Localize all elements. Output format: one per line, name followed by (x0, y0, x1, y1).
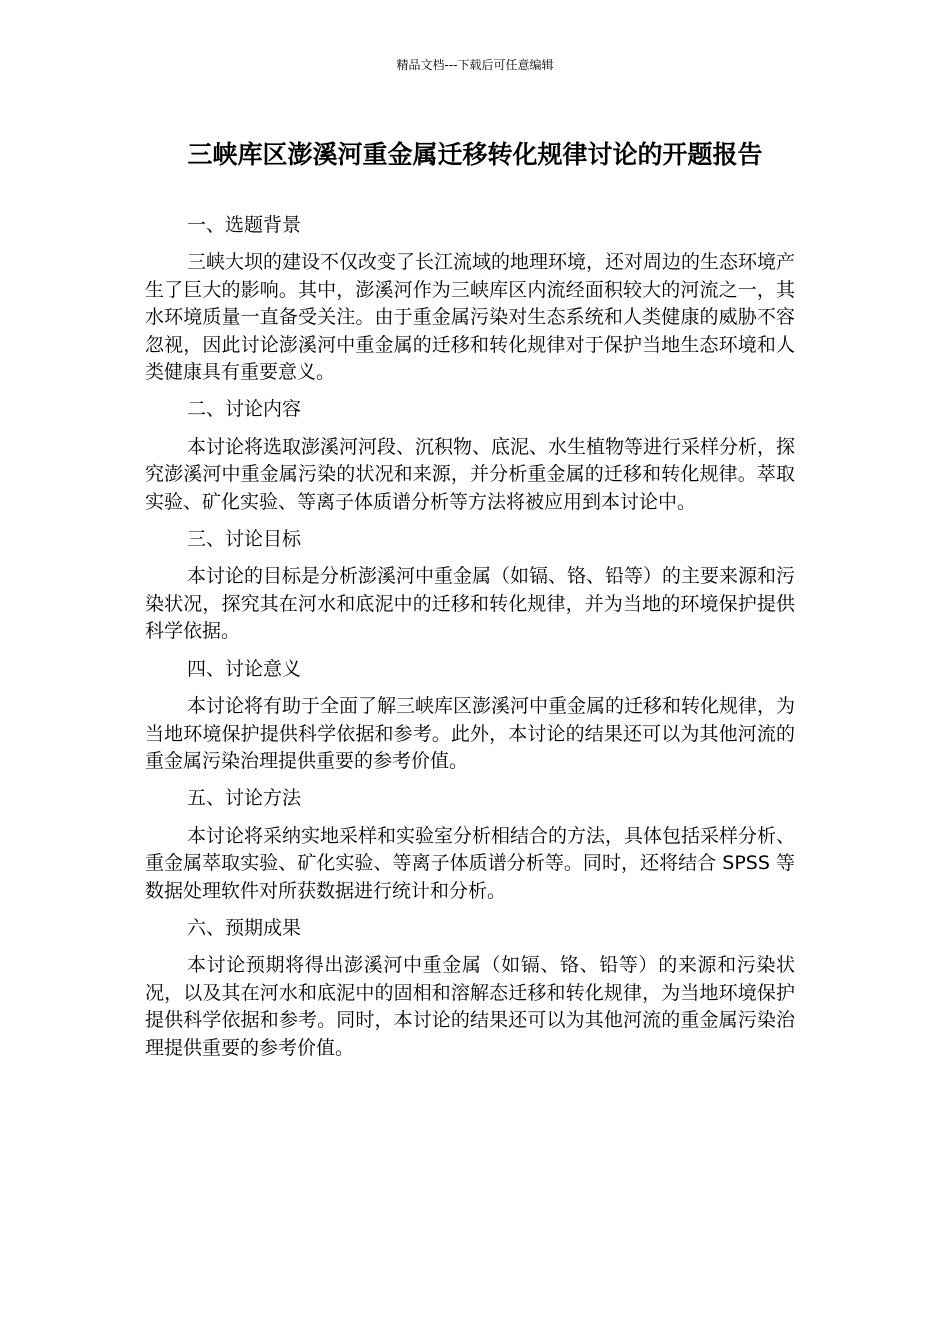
section-heading: 六、预期成果 (187, 916, 302, 939)
section-heading: 二、讨论内容 (187, 398, 302, 421)
section-expected-results (145, 915, 795, 1062)
section-paragraph: 三峡大坝的建设不仅改变了长江流域的地理环境，还对周边的生态环境产生了巨大的影响。其中，澎溪河作为三峡库区内流经面积较大的河流之一，其水环境质量一直备受关注。由于重金属污染对生态系统和人类健康的威胁不容忽视，因此讨论澎溪河中重金属的迁移和转化规律对于保护当地生态环境和人类健康具有重要意义。 (145, 251, 796, 384)
section-background (145, 212, 795, 386)
document-body (145, 212, 795, 1072)
section-significance (145, 656, 795, 776)
section-content (145, 396, 795, 516)
section-methods (145, 785, 795, 905)
section-paragraph: 本讨论将选取澎溪河河段、沉积物、底泥、水生植物等进行采样分析，探究澎溪河中重金属污染的状况和来源，并分析重金属的迁移和转化规律。萃取实验、矿化实验、等离子体质谱分析等方法将被应用到本讨论中。 (145, 435, 796, 513)
section-paragraph: 本讨论将采纳实地采样和实验室分析相结合的方法，具体包括采样分析、重金属萃取实验、矿化实验、等离子体质谱分析等。同时，还将结合 SPSS 等数据处理软件对所获数据进行统计和分析。 (145, 824, 796, 902)
section-paragraph: 本讨论的目标是分析澎溪河中重金属（如镉、铬、铅等）的主要来源和污染状况，探究其在河水和底泥中的迁移和转化规律，并为当地的环境保护提供科学依据。 (145, 565, 796, 643)
section-goals (145, 526, 795, 646)
section-heading: 五、讨论方法 (187, 787, 302, 810)
section-paragraph: 本讨论将有助于全面了解三峡库区澎溪河中重金属的迁移和转化规律，为当地环境保护提供科学依据和参考。此外，本讨论的结果还可以为其他河流的重金属污染治理提供重要的参考价值。 (145, 695, 796, 772)
section-heading: 一、选题背景 (187, 214, 302, 236)
document-title: 三峡库区澎溪河重金属迁移转化规律讨论的开题报告 (187, 140, 763, 169)
section-heading: 四、讨论意义 (187, 657, 302, 680)
section-paragraph: 本讨论预期将得出澎溪河中重金属（如镉、铬、铅等）的来源和污染状况，以及其在河水和底泥中的固相和溶解态迁移和转化规律，为当地环境保护提供科学依据和参考。同时，本讨论的结果还可以为其他河流的重金属污染治理提供重要的参考价值。 (145, 954, 795, 1059)
section-heading: 三、讨论目标 (187, 528, 302, 551)
header-note: 精品文档---下载后可任意编辑 (396, 58, 554, 72)
